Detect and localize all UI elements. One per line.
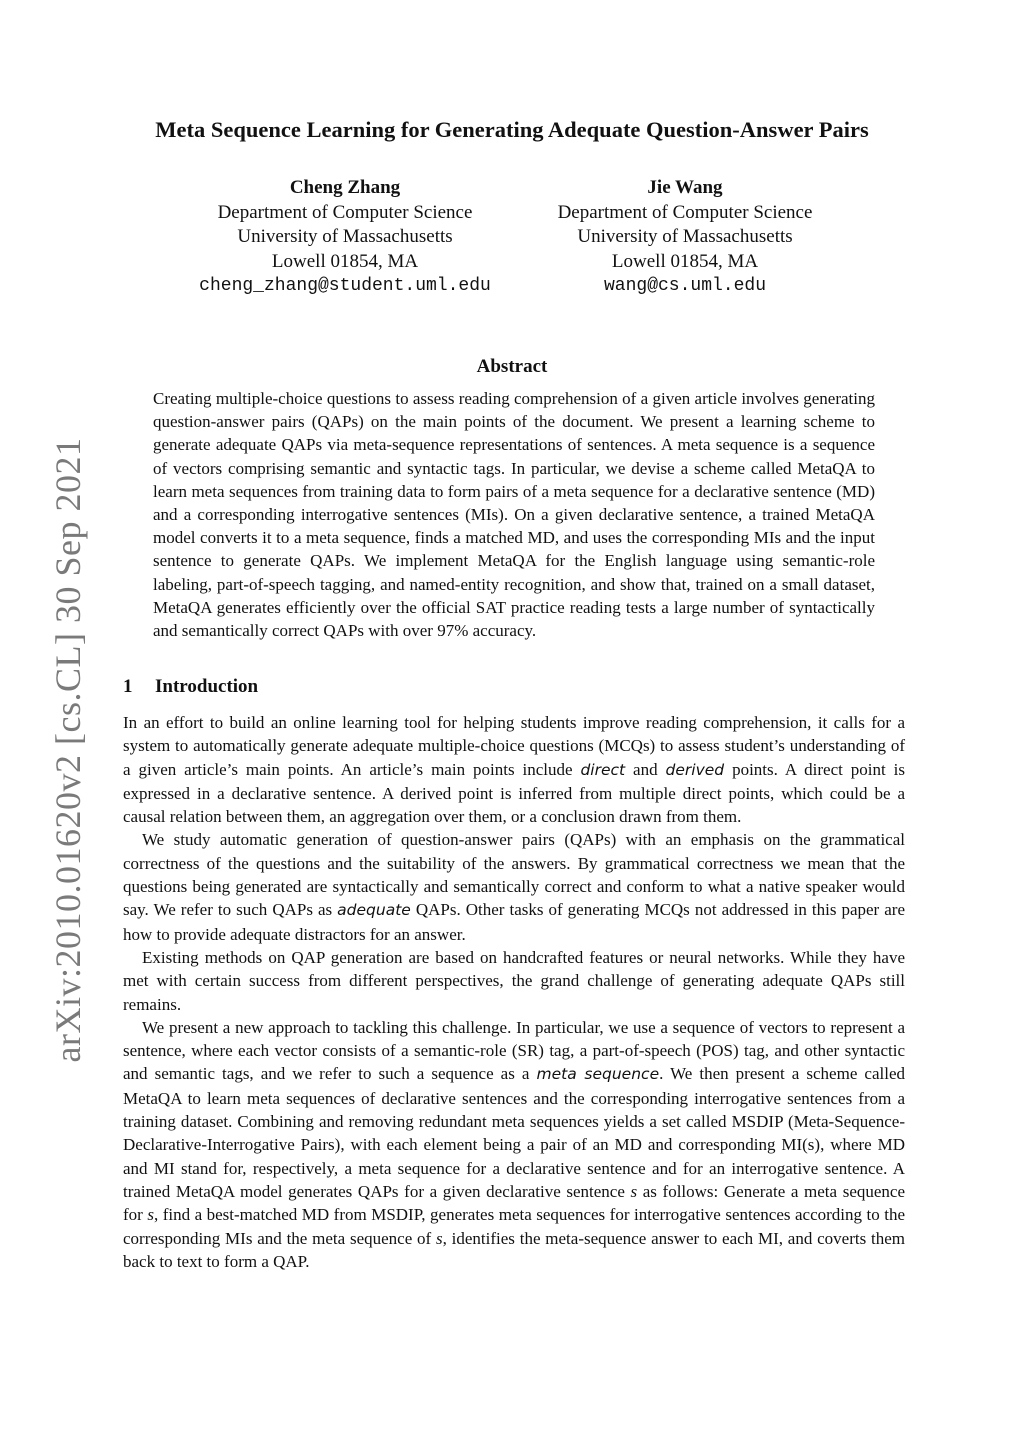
math-variable: s [436, 1228, 443, 1248]
author-university: University of Massachusetts [237, 226, 453, 247]
author-university: University of Massachusetts [577, 226, 793, 247]
author-location: Lowell 01854, MA [611, 250, 759, 272]
text-run: In an effort to build an online learning tool for helping students improve reading comprehension, it calls for a system to automatically generate adequate multiple-choice questions (MCQs) to assess student’s understanding of a given article’s main points. An article’s main points include [123, 713, 905, 779]
text-run: and [625, 759, 666, 779]
author-block-2 [505, 176, 865, 299]
abstract-text: Creating multiple-choice questions to assess reading comprehension of a given article involves generating question-answer pairs (QAPs) on the main points of the document. We present a learning scheme to generate adequate QAPs via meta-sequence representations of sentences. A meta sequence is a sequence of vectors comprising semantic and syntactic tags. In particular, we devise a scheme called MetaQA to learn meta sequences from training data to form pairs of a meta sequence for a declarative sentence (MD) and a corresponding interrogative sentences (MIs). On a given declarative sentence, a trained MetaQA model converts it to a meta sequence, finds a matched MD, and uses the corresponding MIs and the input sentence to generate QAPs. We implement MetaQA for the English language using semantic-role labeling, part-of-speech tagging, and named-entity recognition, and show that, trained on a small dataset, MetaQA generates efficiently over the official SAT practice reading tests a large number of syntactically and semantically correct QAPs with over 97% accuracy. [153, 389, 875, 641]
author-email: cheng_zhang@student.uml.edu [199, 276, 491, 296]
author-block-1 [165, 176, 525, 299]
text-run: QAPs. Other tasks of generating MCQs not addressed in this paper are how to provide adequate distractors for an answer. [123, 900, 905, 944]
author-name: Jie Wang [647, 177, 723, 198]
arxiv-identifier-stamp: arXiv:2010.01620v2 [cs.CL] 30 Sep 2021 [48, 437, 88, 1063]
text-run: points. A direct point is expressed in a declarative sentence. A derived point is inferred from multiple direct points, which could be a causal relation between them, an aggregation over them, or a conclusion drawn from them. [123, 759, 905, 827]
text-run: . We then present a scheme called MetaQA to learn meta sequences of declarative sentences and the corresponding interrogative sentences from a training dataset. Combining and removing redundant meta sequences yields a set called MSDIP (Meta-Sequence-Declarative-Interrogative Pairs), with each element being a pair of an MD and corresponding MI(s), where MD and MI stand for, respectively, a meta sequence for a declarative sentence and for an interrogative sentence. A trained MetaQA model generates QAPs for a given declarative sentence [123, 1064, 905, 1201]
text-run: , find a best-matched MD from MSDIP, generates meta sequences for interrogative sentences according to the corresponding MIs and the meta sequence of [123, 1205, 905, 1248]
emphasis: adequate [337, 901, 411, 920]
emphasis: derived [665, 760, 725, 779]
emphasis: direct [580, 760, 626, 779]
text-run: , identifies the meta-sequence answer to each MI, and coverts them back to text to form a QAP. [123, 1228, 905, 1271]
author-email: wang@cs.uml.edu [603, 276, 767, 296]
text-run: We present a new approach to tackling this challenge. In particular, we use a sequence of vectors to represent a sentence, where each vector consists of a semantic-role (SR) tag, a part-of-speech (POS) tag, and other syntactic and semantic tags, and we refer to such a sequence as a [123, 1017, 905, 1084]
paragraph: Existing methods on QAP generation are based on handcrafted features or neural networks. While they have met with certain success from different perspectives, the grand challenge of generating adequate QAPs still remains. [123, 947, 905, 1014]
emphasis: meta sequence [536, 1065, 660, 1084]
author-location: Lowell 01854, MA [271, 250, 419, 272]
author-department: Department of Computer Science [557, 201, 813, 223]
section-title: Introduction [155, 676, 259, 697]
introduction-body [123, 711, 905, 1273]
author-department: Department of Computer Science [217, 201, 473, 223]
section-number: 1 [123, 676, 133, 697]
paragraph [123, 1016, 905, 1273]
author-name: Cheng Zhang [289, 177, 401, 198]
text-run: as follows: Generate a meta sequence for [123, 1181, 905, 1225]
math-variable: s [147, 1205, 154, 1225]
text-run: We study automatic generation of question-answer pairs (QAPs) with an emphasis on the grammatical correctness of the questions and the suitability of the answers. By grammatical correctness we mean that the questions being generated are syntactically and semantically correct and conform to what a native speaker would say. We refer to such QAPs as [123, 830, 905, 920]
paragraph [123, 828, 905, 945]
math-variable: s [630, 1181, 638, 1201]
abstract-heading: Abstract [476, 356, 548, 377]
paper-title: Meta Sequence Learning for Generating Adequate Question-Answer Pairs [155, 117, 869, 142]
paragraph [123, 711, 905, 828]
section-heading-introduction [123, 676, 258, 698]
